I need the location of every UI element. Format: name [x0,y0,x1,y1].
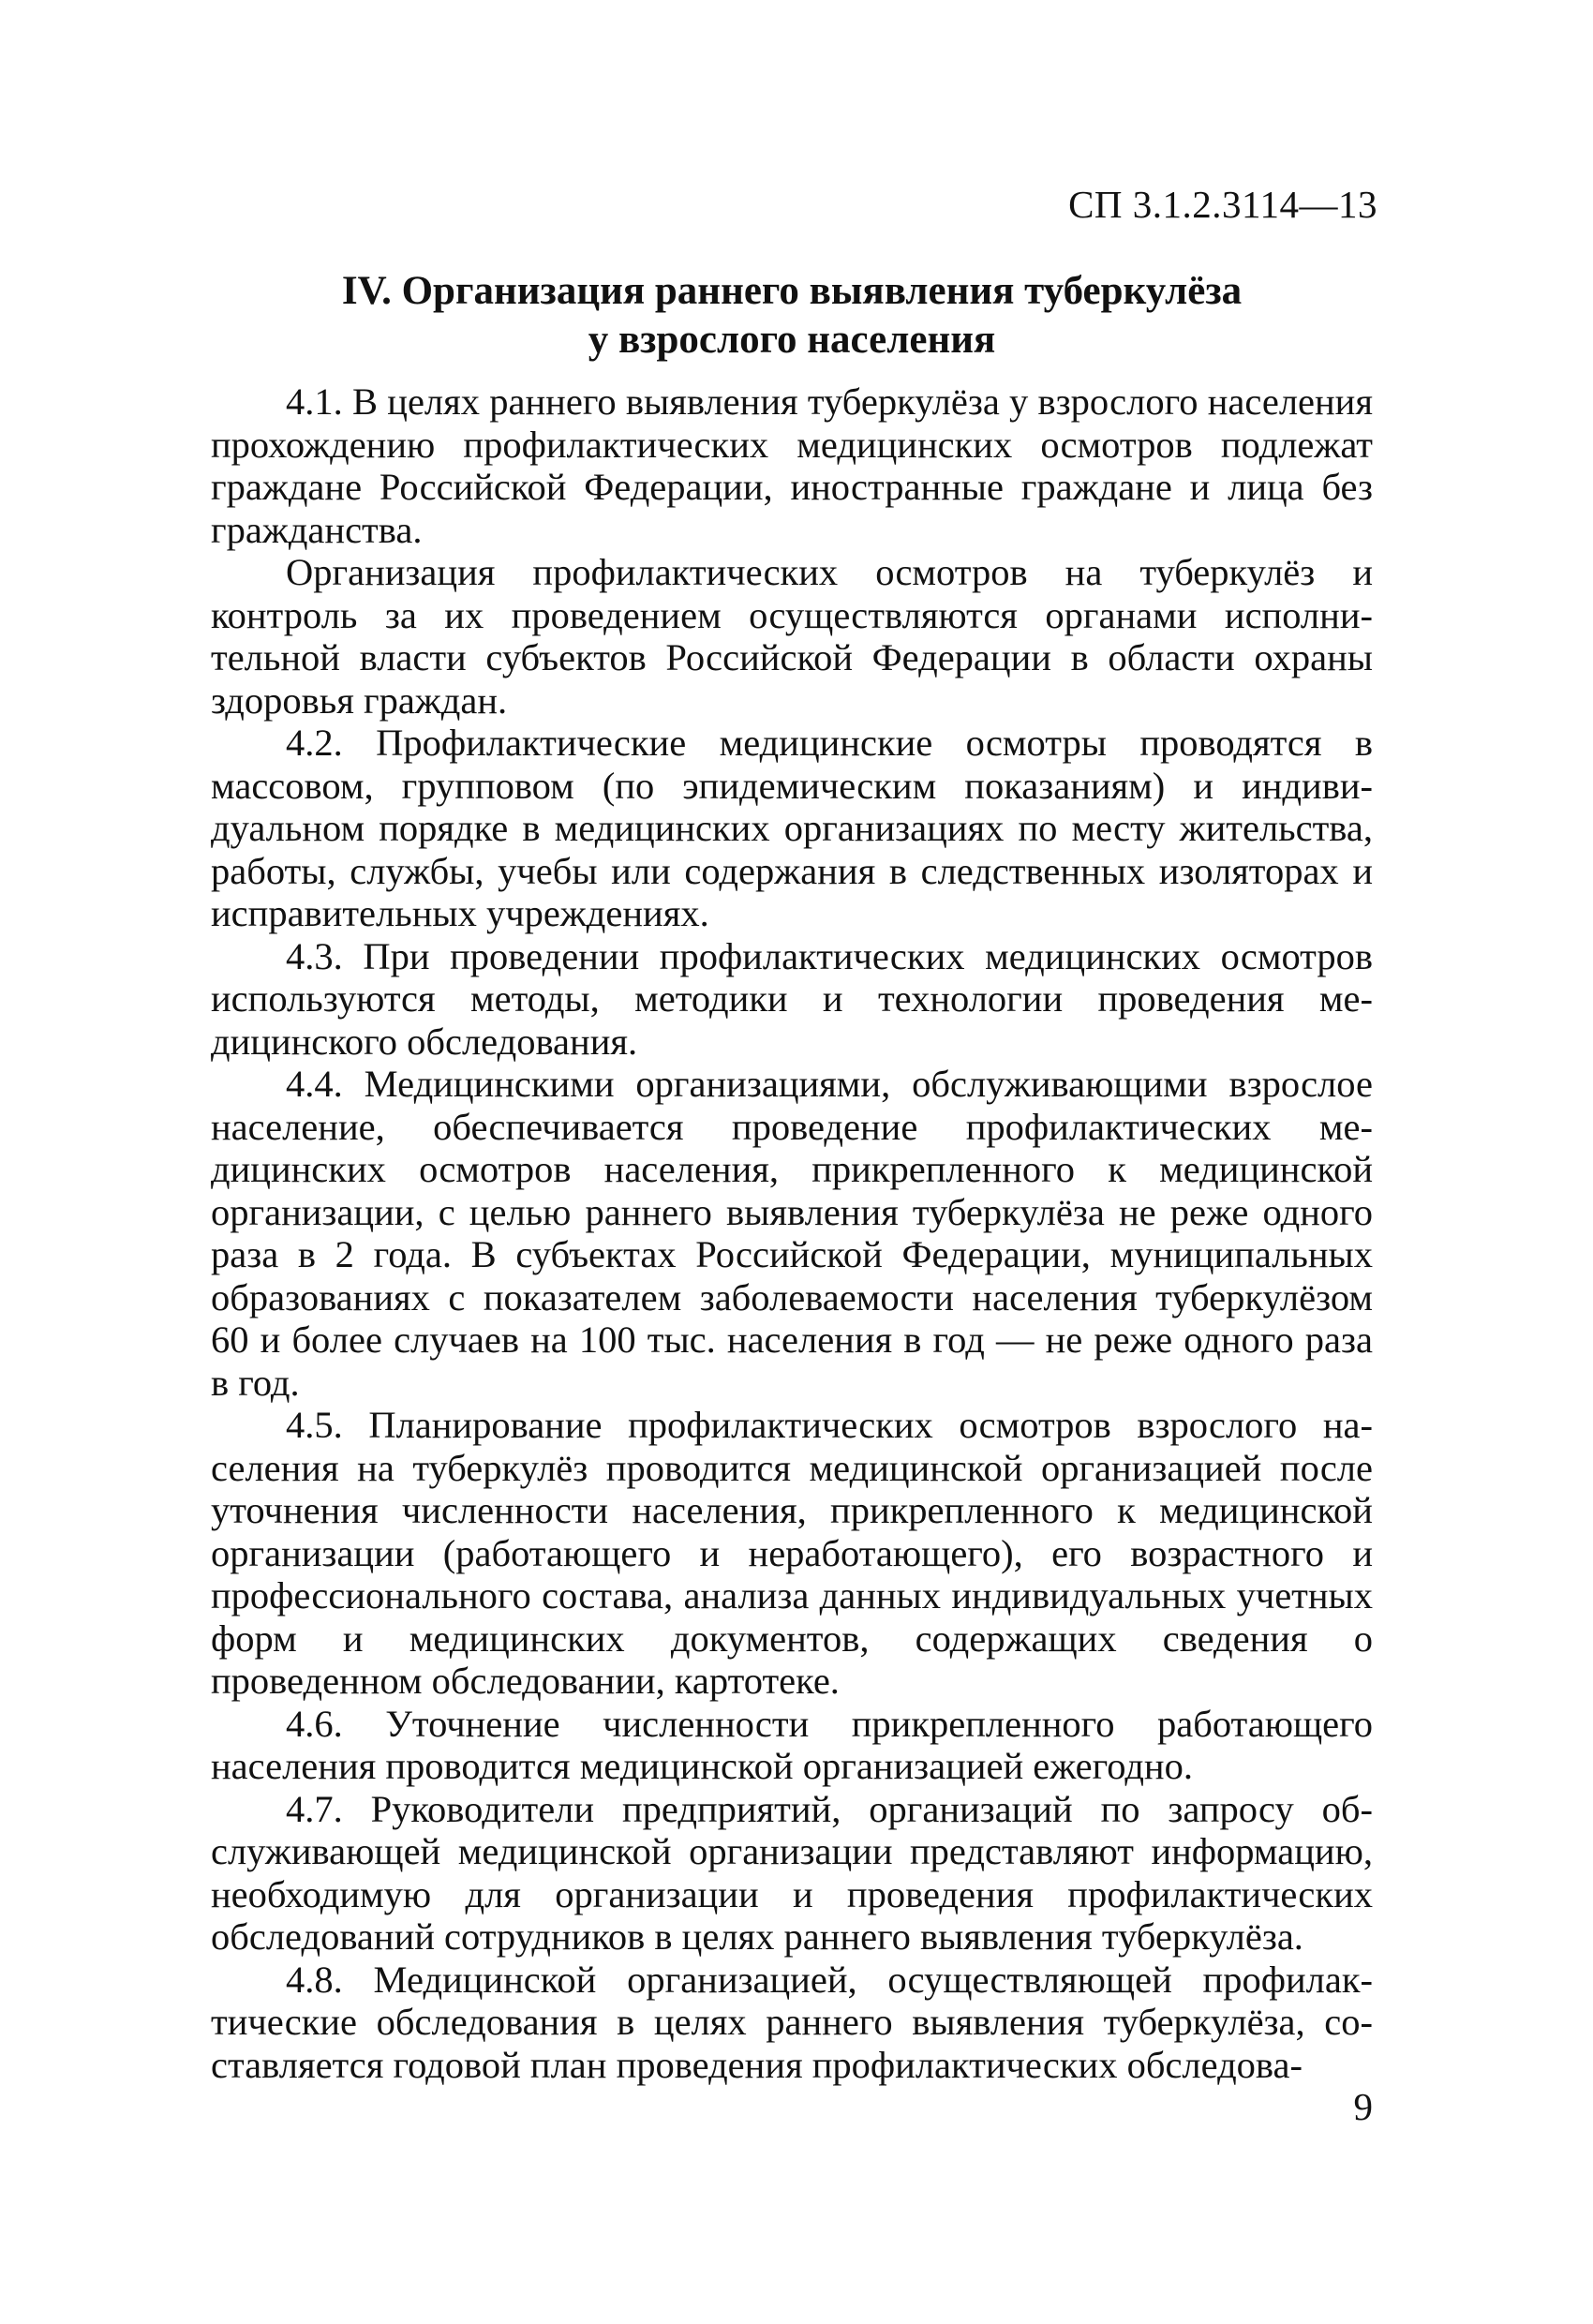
section-heading-line-2: у взрослого населения [588,318,996,362]
section-heading-line-1: IV. Организация раннего выявления туберкулёза [341,269,1243,313]
document-code: СП 3.1.2.3114—13 [1068,183,1377,226]
paragraph-4-1: 4.1. В целях раннего выявления туберкулёза у взрослого населения прохождению профилактических медицинских осмотров подлежат граждане Российской Федерации, иностранные граждане и лица без гражданства. [211,380,1373,551]
paragraph-4-1-continued: Организация профилактических осмотров на туберкулёз и контроль за их проведением осуществляются органами исполнительной власти субъектов Российской Федерации в области охраны здоровья граждан. [211,551,1373,722]
paragraph-4-7: 4.7. Руководители предприятий, организаций по запросу обслуживающей медицинской организации представляют информацию, необходимую для организации и проведения профилактических обследований сотрудников в целях раннего выявления туберкулёза. [211,1787,1373,1958]
section-heading [211,267,1373,365]
paragraph-4-4: 4.4. Медицинскими организациями, обслуживающими взрослое население, обеспечивается проведение профилактических медицинских осмотров населения, прикрепленного к медицинской организации, с целью раннего выявления туберкулёза не реже одного раза в 2 года. В субъектах Российской Федерации, муниципальных образованиях с показателем заболеваемости населения туберкулёзом 60 и более случаев на 100 тыс. населения в год — не реже одного раза в год. [211,1063,1373,1404]
paragraph-4-6: 4.6. Уточнение численности прикрепленного работающего населения проводится медицинской организацией ежегодно. [211,1702,1373,1787]
body-text [211,380,1373,2086]
page-number: 9 [1353,2085,1373,2128]
paragraph-4-8: 4.8. Медицинской организацией, осуществляющей профилактические обследования в целях раннего выявления туберкулёза, составляется годовой план проведения профилактических обследова- [211,1958,1373,2086]
paragraph-4-2: 4.2. Профилактические медицинские осмотры проводятся в массовом, групповом (по эпидемическим показаниям) и индивидуальном порядке в медицинских организациях по месту жительства, работы, службы, учебы или содержания в следственных изоляторах и исправительных учреждениях. [211,722,1373,934]
paragraph-4-3: 4.3. При проведении профилактических медицинских осмотров используются методы, методики и технологии проведения медицинского обследования. [211,934,1373,1063]
paragraph-4-5: 4.5. Планирование профилактических осмотров взрослого населения на туберкулёз проводится медицинской организацией после уточнения численности населения, прикрепленного к медицинской организации (работающего и неработающего), его возрастного и профессионального состава, анализа данных индивидуальных учетных форм и медицинских документов, содержащих сведения о проведенном обследовании, картотеке. [211,1404,1373,1702]
